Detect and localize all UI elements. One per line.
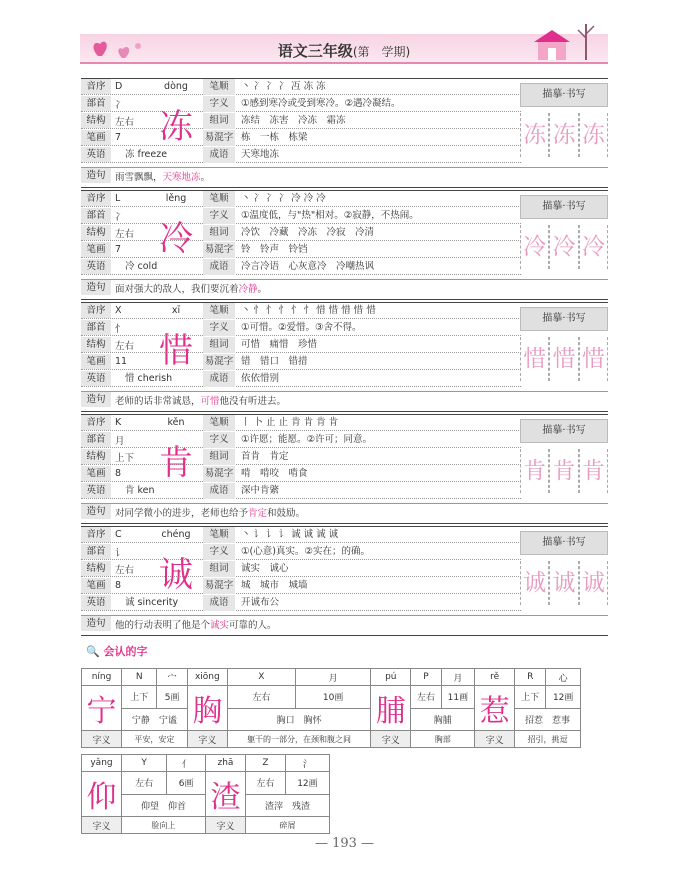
- field-value: ①可惜。②爱惜。③舍不得。: [241, 322, 362, 333]
- field-label: 组词: [203, 225, 235, 241]
- english-value: 冷 cold: [125, 261, 158, 272]
- rec-character: 渣: [205, 772, 245, 817]
- field-value: 铃 铃声 铃铛: [241, 244, 308, 255]
- field-label: 笔画: [81, 354, 111, 369]
- field-label: 造句: [81, 168, 111, 183]
- rec-strokes: 6画: [167, 772, 206, 795]
- field-value: 丶 忄 忄 忄 忄 忄 惜 惜 惜 惜 惜: [241, 305, 376, 316]
- pinyin: xī: [171, 305, 181, 316]
- practice-grid: [520, 449, 608, 493]
- rec-structure: 左右: [227, 686, 295, 709]
- sentence-row: [81, 503, 608, 519]
- field-label: 成语: [203, 259, 235, 275]
- field-label: 成语: [203, 147, 235, 163]
- practice-grid: [520, 561, 608, 605]
- field-label: 造句: [81, 392, 111, 407]
- field-label: 结构: [81, 561, 111, 576]
- field-label: 字义: [203, 544, 235, 560]
- magnifier-icon: 🔍: [86, 645, 100, 658]
- field-value: 左右: [115, 116, 135, 128]
- rec-words: 仰望 仰首: [122, 794, 206, 817]
- practice-char: 诚: [549, 561, 578, 605]
- field-value: C: [115, 529, 122, 540]
- field-value: 8: [115, 468, 122, 479]
- rec-order: P: [411, 669, 441, 686]
- field-value: 讠: [115, 547, 125, 559]
- rec-meaning: 招引，挑逗: [515, 731, 581, 748]
- practice-label: 描摹·书写: [520, 419, 608, 443]
- practice-label: 描摹·书写: [520, 531, 608, 555]
- field-label: 音序: [81, 191, 111, 206]
- practice-char: 冻: [520, 113, 549, 157]
- field-label: 成语: [203, 483, 235, 499]
- field-label: 笔画: [81, 242, 111, 257]
- rec-structure: 左右: [122, 772, 167, 795]
- field-value: 冫: [115, 99, 125, 111]
- rec-pinyin: níng: [82, 669, 122, 686]
- field-label: 部首: [81, 544, 111, 559]
- rec-structure: 上下: [122, 686, 157, 709]
- field-value: K: [115, 417, 122, 428]
- pinyin: kěn: [167, 417, 185, 428]
- rec-character: 宁: [82, 686, 122, 731]
- rec-strokes: 11画: [441, 686, 475, 709]
- rec-radical: 心: [546, 669, 581, 686]
- sentence-text: 老师的话非常诚恳，可惜他没有听进去。: [115, 395, 287, 407]
- field-label: 笔顺: [203, 303, 235, 319]
- practice-char: 诚: [579, 561, 608, 605]
- practice-char: 冻: [549, 113, 578, 157]
- field-value: 开诚布公: [241, 597, 280, 608]
- field-label: 笔顺: [203, 415, 235, 431]
- rec-words: 胸口 胸怀: [227, 708, 370, 731]
- rec-order: Y: [122, 755, 167, 772]
- rec-words: 胸脯: [411, 708, 475, 731]
- field-label: 造句: [81, 280, 111, 295]
- field-value: X: [115, 305, 122, 316]
- field-label: 英语: [81, 371, 111, 386]
- rec-structure: 左右: [245, 772, 285, 795]
- rec-pinyin: rě: [475, 669, 515, 686]
- field-value: 上下: [115, 452, 135, 464]
- field-label: 易混字: [203, 578, 235, 594]
- field-label: 结构: [81, 449, 111, 464]
- field-label: 组词: [203, 113, 235, 129]
- rec-character: 仰: [82, 772, 122, 817]
- field-label: 易混字: [203, 130, 235, 146]
- field-label: 音序: [81, 527, 111, 542]
- main-character: 冻: [159, 107, 193, 147]
- field-label: 易混字: [203, 242, 235, 258]
- rec-meaning: 平安，安定: [122, 731, 188, 748]
- field-label: 笔顺: [203, 191, 235, 207]
- field-label: 易混字: [203, 466, 235, 482]
- recognize-title-text: 会认的字: [103, 645, 148, 658]
- rec-meaning: 胸部: [411, 731, 475, 748]
- practice-label: 描摹·书写: [520, 83, 608, 107]
- field-value: 丶 冫 冫 冫 冱 冻 冻: [241, 81, 326, 92]
- field-label: 结构: [81, 337, 111, 352]
- header-title: 语文三年级(第 学期): [277, 42, 411, 60]
- sentence-text: 雨雪飘飘，天寒地冻。: [115, 171, 211, 183]
- field-label: 组词: [203, 337, 235, 353]
- rec-structure: 左右: [411, 686, 441, 709]
- practice-grid: [520, 337, 608, 381]
- practice-char: 肯: [549, 449, 578, 493]
- field-value: ①温度低，与"热"相对。②寂静，不热闹。: [241, 210, 419, 221]
- field-value: 忄: [115, 323, 125, 335]
- field-value: 冷言冷语 心灰意冷 冷嘲热讽: [241, 261, 375, 272]
- rec-meaning-label: 字义: [205, 817, 245, 834]
- field-label: 笔顺: [203, 527, 235, 543]
- main-character: 诚: [159, 555, 193, 595]
- field-value: 7: [115, 132, 122, 143]
- main-character: 冷: [159, 219, 193, 259]
- rec-strokes: 12画: [285, 772, 329, 795]
- field-label: 音序: [81, 303, 111, 318]
- field-label: 造句: [81, 504, 111, 519]
- field-label: 字义: [203, 96, 235, 112]
- field-label: 结构: [81, 225, 111, 240]
- field-value: 丶 讠 讠 讠 诚 诚 诚 诚: [241, 529, 339, 540]
- rec-order: X: [227, 669, 295, 686]
- rec-character: 胸: [187, 686, 227, 731]
- rec-character: 惹: [475, 686, 515, 731]
- char-card-1: [81, 78, 608, 188]
- field-label: 笔顺: [203, 79, 235, 95]
- field-value: 栋 一栋 栋梁: [241, 132, 308, 143]
- rec-radical: 月: [441, 669, 475, 686]
- practice-char: 惜: [549, 337, 578, 381]
- rec-radical: 宀: [157, 669, 187, 686]
- rec-meaning: 躯干的一部分，在颈和腹之间: [227, 731, 370, 748]
- practice-char: 肯: [579, 449, 608, 493]
- field-label: 结构: [81, 113, 111, 128]
- field-label: 字义: [203, 320, 235, 336]
- field-label: 英语: [81, 147, 111, 162]
- rec-words: 渣滓 残渣: [245, 794, 329, 817]
- field-label: 组词: [203, 449, 235, 465]
- practice-label: 描摹·书写: [520, 195, 608, 219]
- practice-char: 冷: [549, 225, 578, 269]
- field-label: 造句: [81, 616, 111, 631]
- rec-meaning-label: 字义: [475, 731, 515, 748]
- field-label: 英语: [81, 483, 111, 498]
- rec-pinyin: yǎng: [82, 755, 122, 772]
- rec-meaning-label: 字义: [82, 817, 122, 834]
- main-character: 惜: [159, 331, 193, 371]
- field-value: 依依惜别: [241, 373, 280, 384]
- pinyin: lěng: [165, 193, 187, 204]
- field-label: 英语: [81, 259, 111, 274]
- rec-meaning-label: 字义: [371, 731, 411, 748]
- rec-strokes: 12画: [546, 686, 581, 709]
- rec-radical: 氵: [285, 755, 329, 772]
- field-value: 可惜 痛惜 珍惜: [241, 339, 318, 350]
- pinyin: chéng: [161, 529, 191, 540]
- rec-words: 宁静 宁谧: [122, 708, 188, 731]
- field-value: 丨 卜 止 止 肯 肯 肯 肯: [241, 417, 339, 428]
- rec-words: 招惹 惹事: [515, 708, 581, 731]
- char-card-4: [81, 414, 608, 524]
- rec-order: Z: [245, 755, 285, 772]
- rec-radical: 月: [295, 669, 370, 686]
- recognize-table-2: [81, 754, 330, 834]
- main-character: 肯: [159, 443, 193, 483]
- sentence-text: 他的行动表明了他是个诚实可靠的人。: [115, 619, 277, 631]
- field-value: 左右: [115, 228, 135, 240]
- rec-meaning: 脸向上: [122, 817, 206, 834]
- practice-char: 冷: [520, 225, 549, 269]
- rec-strokes: 10画: [295, 686, 370, 709]
- field-label: 组词: [203, 561, 235, 577]
- sentence-row: [81, 391, 608, 407]
- field-value: L: [115, 193, 121, 204]
- heart-decoration-icon: [88, 36, 148, 62]
- field-value: 冻结 冻害 冷冻 霜冻: [241, 115, 346, 126]
- field-value: 11: [115, 356, 128, 367]
- rec-pinyin: zhā: [205, 755, 245, 772]
- practice-grid: [520, 225, 608, 269]
- field-value: 城 城市 城墙: [241, 580, 308, 591]
- rec-pinyin: pú: [371, 669, 411, 686]
- field-label: 部首: [81, 208, 111, 223]
- practice-grid: [520, 113, 608, 157]
- field-value: 啃 啃咬 啃食: [241, 468, 308, 479]
- field-label: 成语: [203, 371, 235, 387]
- field-value: ①许愿；能愿。②许可；同意。: [241, 434, 373, 445]
- field-value: 天寒地冻: [241, 149, 280, 160]
- rec-character: 脯: [371, 686, 411, 731]
- field-value: ①感到寒冷或受到寒冷。②遇冷凝结。: [241, 98, 401, 109]
- field-label: 部首: [81, 320, 111, 335]
- practice-char: 冷: [579, 225, 608, 269]
- sentence-row: [81, 167, 608, 183]
- sentence-row: [81, 279, 608, 295]
- field-value: 左右: [115, 564, 135, 576]
- rec-meaning-label: 字义: [187, 731, 227, 748]
- field-label: 易混字: [203, 354, 235, 370]
- practice-char: 惜: [579, 337, 608, 381]
- rec-meaning: 碎屑: [245, 817, 329, 834]
- field-value: 月: [115, 435, 125, 447]
- rec-order: R: [515, 669, 546, 686]
- field-value: D: [115, 81, 123, 92]
- recognize-section-title: [86, 643, 148, 659]
- english-value: 肯 ken: [125, 485, 155, 496]
- field-label: 字义: [203, 432, 235, 448]
- char-card-2: [81, 190, 608, 300]
- field-value: 错 错口 错措: [241, 356, 308, 367]
- field-value: 丶 冫 冫 冫 冷 冷 冷: [241, 193, 326, 204]
- field-label: 部首: [81, 432, 111, 447]
- field-value: 深中肯綮: [241, 485, 280, 496]
- char-card-5: [81, 526, 608, 636]
- practice-char: 冻: [579, 113, 608, 157]
- field-value: 诚实 诚心: [241, 563, 289, 574]
- field-label: 笔画: [81, 466, 111, 481]
- sentence-row: [81, 615, 608, 631]
- page-number: — 193 —: [314, 836, 375, 851]
- practice-label: 描摹·书写: [520, 307, 608, 331]
- sentence-text: 面对强大的敌人，我们要沉着冷静。: [115, 283, 268, 295]
- field-value: 8: [115, 580, 122, 591]
- pinyin: dòng: [164, 81, 188, 92]
- field-value: ①(心意)真实。②实在；的确。: [241, 546, 370, 557]
- practice-char: 惜: [520, 337, 549, 381]
- field-value: 7: [115, 244, 122, 255]
- rec-pinyin: xiōng: [187, 669, 227, 686]
- practice-char: 肯: [520, 449, 549, 493]
- english-value: 惜 cherish: [125, 373, 173, 384]
- rec-order: N: [122, 669, 157, 686]
- field-label: 音序: [81, 79, 111, 94]
- rec-structure: 上下: [515, 686, 546, 709]
- field-label: 笔画: [81, 578, 111, 593]
- field-label: 成语: [203, 595, 235, 611]
- field-label: 部首: [81, 96, 111, 111]
- practice-char: 诚: [520, 561, 549, 605]
- rec-radical: 亻: [167, 755, 206, 772]
- field-label: 音序: [81, 415, 111, 430]
- field-label: 笔画: [81, 130, 111, 145]
- field-value: 冫: [115, 211, 125, 223]
- field-value: 冷饮 冷藏 冷冻 冷寂 冷清: [241, 227, 375, 238]
- english-value: 冻 freeze: [125, 149, 168, 160]
- sentence-text: 对同学微小的进步，老师也给予肯定和鼓励。: [115, 507, 306, 519]
- char-card-3: [81, 302, 608, 412]
- rec-meaning-label: 字义: [82, 731, 122, 748]
- field-value: 首肯 肯定: [241, 451, 289, 462]
- field-label: 英语: [81, 595, 111, 610]
- recognize-table-1: [81, 668, 581, 748]
- rec-strokes: 5画: [157, 686, 187, 709]
- english-value: 诚 sincerity: [125, 597, 179, 608]
- field-value: 左右: [115, 340, 135, 352]
- house-decoration-icon: [520, 20, 608, 64]
- field-label: 字义: [203, 208, 235, 224]
